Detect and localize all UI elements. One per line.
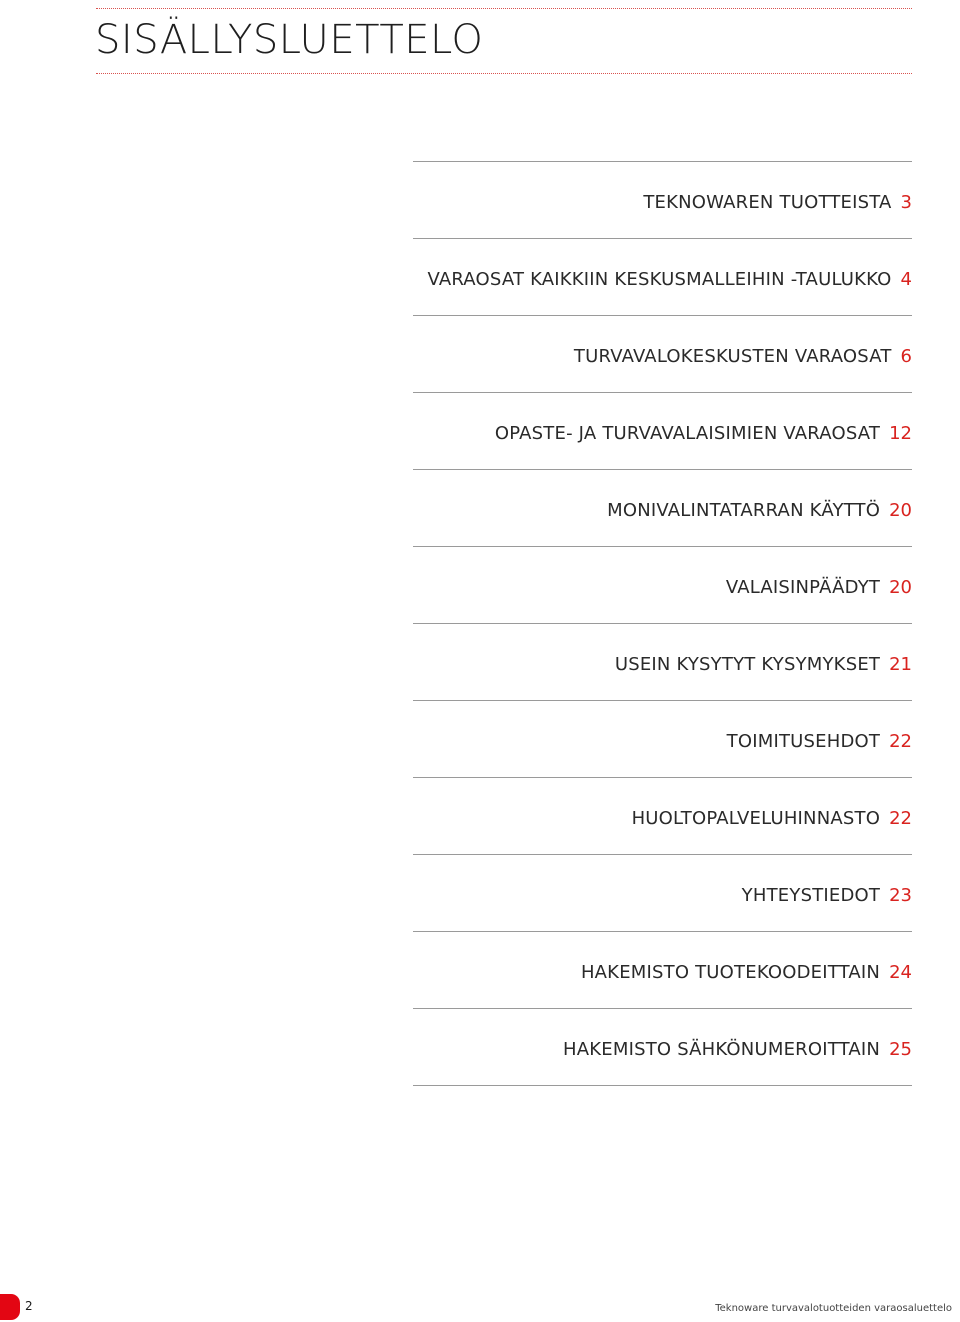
toc-entry[interactable] (413, 162, 912, 239)
title-dotted-divider (96, 73, 912, 74)
toc-entry-label: TURVAVALOKESKUSTEN VARAOSAT (573, 345, 892, 367)
table-of-contents (413, 161, 912, 1086)
toc-entry-label: MONIVALINTATARRAN KÄYTTÖ (607, 499, 881, 521)
toc-entry-label: YHTEYSTIEDOT (741, 884, 881, 906)
toc-entry-page: 20 (889, 499, 912, 521)
page-number: 2 (25, 1299, 33, 1313)
toc-entry-page: 3 (900, 191, 912, 213)
toc-entry-label: TEKNOWAREN TUOTTEISTA (643, 191, 892, 213)
toc-entry[interactable] (413, 624, 912, 701)
toc-entry-page: 22 (889, 807, 912, 829)
toc-entry[interactable] (413, 701, 912, 778)
toc-entry[interactable] (413, 1009, 912, 1086)
page-number-tab (0, 1294, 20, 1320)
toc-entry[interactable] (413, 547, 912, 624)
toc-entry-page: 25 (889, 1038, 912, 1060)
toc-entry-page: 23 (889, 884, 912, 906)
toc-entry[interactable] (413, 239, 912, 316)
toc-entry-label: VALAISINPÄÄDYT (725, 576, 881, 598)
toc-entry[interactable] (413, 778, 912, 855)
toc-entry-label: USEIN KYSYTYT KYSYMYKSET (614, 653, 881, 675)
toc-entry-page: 20 (889, 576, 912, 598)
page-title: SISÄLLYSLUETTELO (95, 17, 484, 63)
toc-entry-page: 21 (889, 653, 912, 675)
footer-document-title: Teknoware turvavalotuotteiden varaosaluettelo (715, 1303, 952, 1314)
toc-entry-label: TOIMITUSEHDOT (726, 730, 881, 752)
toc-entry[interactable] (413, 932, 912, 1009)
toc-entry[interactable] (413, 316, 912, 393)
top-dotted-divider (96, 8, 912, 9)
toc-entry-page: 24 (889, 961, 912, 983)
toc-entry[interactable] (413, 393, 912, 470)
toc-entry-label: OPASTE- JA TURVAVALAISIMIEN VARAOSAT (494, 422, 881, 444)
toc-entry-label: VARAOSAT KAIKKIIN KESKUSMALLEIHIN -TAULUKKO (427, 268, 892, 290)
toc-entry-label: HAKEMISTO TUOTEKOODEITTAIN (580, 961, 881, 983)
toc-entry-label: HAKEMISTO SÄHKÖNUMEROITTAIN (563, 1038, 881, 1060)
toc-entry-page: 22 (889, 730, 912, 752)
toc-entry[interactable] (413, 855, 912, 932)
toc-entry[interactable] (413, 470, 912, 547)
toc-entry-label: HUOLTOPALVELUHINNASTO (631, 807, 881, 829)
toc-entry-page: 6 (900, 345, 912, 367)
toc-entry-page: 12 (889, 422, 912, 444)
toc-entry-page: 4 (900, 268, 912, 290)
